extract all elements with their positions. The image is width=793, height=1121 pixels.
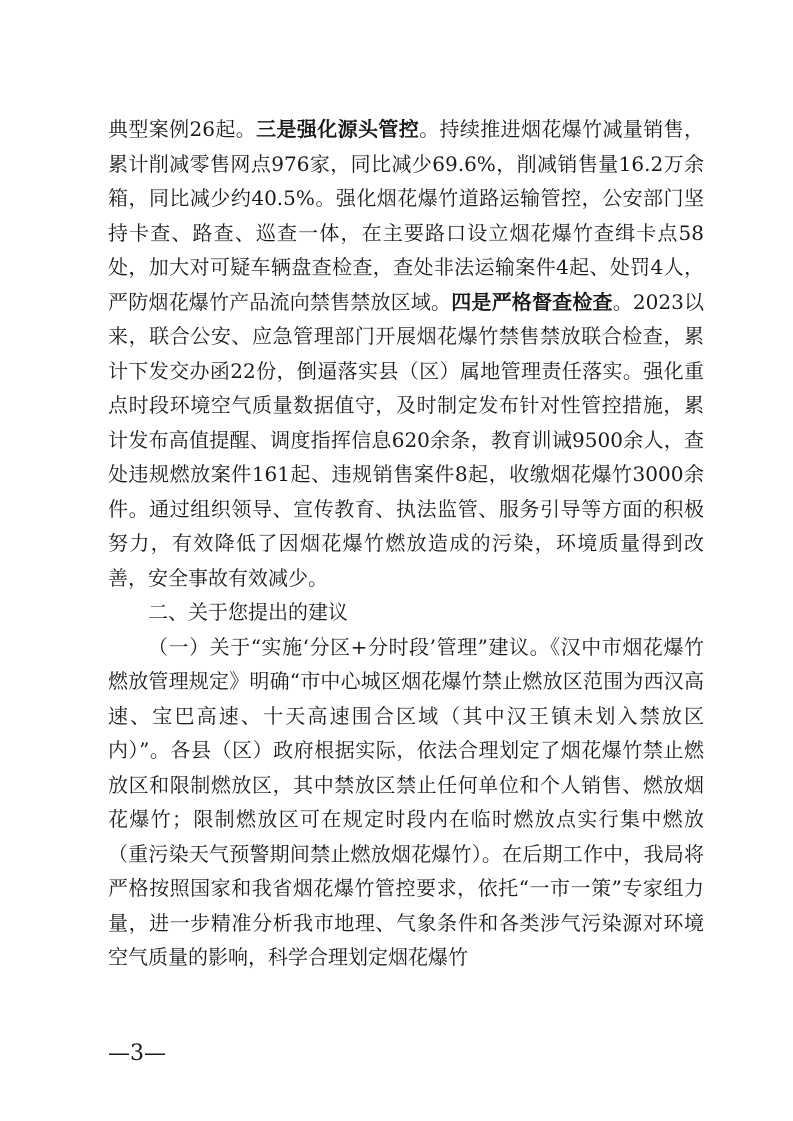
bold-heading-four: 四是严格督查检查 [451, 289, 613, 314]
paragraph-text: 。持续推进烟花爆竹减量销售，累计削减零售网点976家，同比减少69.6%，削减销售量16.2万余箱，同比减少约40.5%。强化烟花爆竹道路运输管控，公安部门坚持卡查、路查、巡查一体，在主要路口设立烟花爆竹查缉卡点58处，加大对可疑车辆盘查检查，查处非法运输案件4起、处罚4人，严防烟花爆竹产品流向禁售禁放区域。 [108, 117, 705, 314]
section-heading: 二、关于您提出的建议 [148, 600, 348, 624]
paragraph-text: 。2023以来，联合公安、应急管理部门开展烟花爆竹禁售禁放联合检查，累计下发交办函22份，倒逼落实县（区）属地管理责任落实。强化重点时段环境空气质量数据值守，及时制定发布针对性管控措施，累计发布高值提醒、调度指挥信息620余条，教育训诫9500余人，查处违规燃放案件161起、违规销售案件8起，收缴烟花爆竹3000余件。通过组织领导、宣传教育、执法监管、服务引导等方面的积极努力，有效降低了因烟花爆竹燃放造成的污染，环境质量得到改善，安全事故有效减少。 [108, 289, 705, 590]
page-number: —3— [108, 1041, 166, 1066]
bold-heading-three: 三是强化源头管控 [256, 117, 420, 141]
paragraph-text: 典型案例26起。 [108, 117, 257, 141]
document-body [108, 112, 704, 975]
paragraph-suggestion-one: （一）关于“实施‘分区+分时段’管理”建议。《汉中市烟花爆竹燃放管理规定》明确“市中心城区烟花爆竹禁止燃放区范围为西汉高速、宝巴高速、十天高速围合区域（其中汉王镇未划入禁放区内）”。各县（区）政府根据实际，依法合理划定了烟花爆竹禁止燃放区和限制燃放区，其中禁放区禁止任何单位和个人销售、燃放烟花爆竹；限制燃放区可在规定时段内在临时燃放点实行集中燃放（重污染天气预警期间禁止燃放烟花爆竹）。在后期工作中，我局将严格按照国家和我省烟花爆竹管控要求，依托“一市一策”专家组力量，进一步精准分析我市地理、气象条件和各类涉气污染源对环境空气质量的影响，科学合理划定烟花爆竹 [108, 634, 704, 969]
paragraph-continuation [108, 112, 704, 595]
